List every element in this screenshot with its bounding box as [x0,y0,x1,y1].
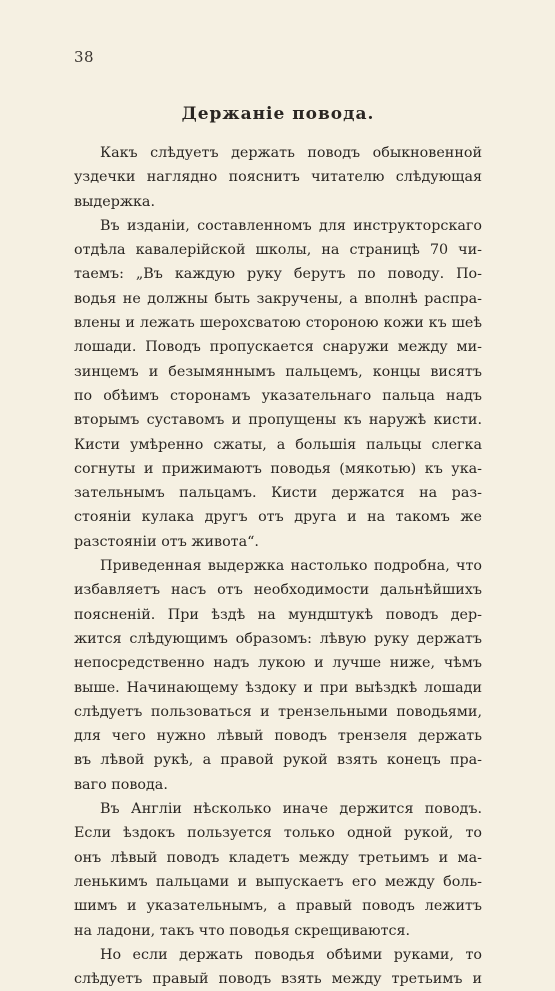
text-line: таемъ: „Въ каждую руку берутъ по поводу. По- [74,266,482,283]
text-line: влены и лежать шерохсватою стороною кожи къ шеѣ [74,315,482,332]
text-line: слѣдуетъ правый поводъ взять между третьимъ и [74,971,482,988]
text-line: по обѣимъ сторонамъ указательнаго пальца надъ [74,387,482,404]
text-line: жится слѣдующимъ образомъ: лѣвую руку держатъ [74,630,482,647]
text-line: зательнымъ пальцамъ. Кисти держатся на раз- [74,485,482,502]
text-line: для чего нужно лѣвый поводъ трензеля держать [74,728,482,745]
text-line: Въ Англіи нѣсколько иначе держится поводъ. [100,801,482,818]
text-line: уздечки наглядно пояснитъ читателю слѣдующая [74,169,482,186]
text-line: Если ѣздокъ пользуется только одной рукой, то [74,825,482,842]
text-line: зинцемъ и безымяннымъ пальцемъ, концы висятъ [74,363,482,380]
text-line: на ладони, такъ что поводья скрещиваются. [74,922,411,939]
text-line: Какъ слѣдуетъ держать поводъ обыкновенной [100,145,482,161]
text-line: слѣдуетъ пользоваться и трензельными поводьями, [74,703,482,720]
text-line: избавляетъ насъ отъ необходимости дальнѣйшихъ [74,582,482,599]
text-line: непосредственно надъ лукою и лучше ниже, чѣмъ [74,655,482,672]
section-heading: Держаніе повода. [181,104,375,124]
text-line: выдержка. [74,193,155,210]
body-text [74,141,482,991]
text-line: онъ лѣвый поводъ кладетъ между третьимъ и ма- [74,849,482,866]
text-line: ваго повода. [74,776,168,793]
text-line: лошади. Поводъ пропускается снаружи между ми- [74,339,482,356]
text-line: отдѣла кавалерійской школы, на страницѣ 70 чи- [74,242,482,259]
text-line: Но если держать поводья обѣими руками, то [100,946,482,963]
text-line: въ лѣвой рукѣ, а правой рукой взять конецъ пра- [74,752,482,769]
text-line: ленькимъ пальцами и выпускаетъ его между боль- [74,873,482,890]
text-line: поясненій. При ѣздѣ на мундштукѣ поводъ дер- [74,606,482,623]
page-number: 38 [74,48,95,66]
text-line: стояніи кулака другъ отъ друга и на такомъ же [74,509,482,526]
text-line: вторымъ суставомъ и пропущены къ наружѣ кисти. [74,412,482,429]
text-line: согнуты и прижимаютъ поводья (мякотью) къ ука- [74,460,482,477]
text-line: водья не должны быть закручены, а вполнѣ распра- [74,290,482,307]
text-line: Въ изданіи, составленномъ для инструкторскаго [100,217,482,234]
text-line: шимъ и указательнымъ, а правый поводъ лежитъ [74,898,482,915]
text-line: разстояніи отъ живота“. [74,533,259,550]
text-line: Кисти умѣренно сжаты, а большія пальцы слегка [74,436,482,453]
text-line: выше. Начинающему ѣздоку и при выѣздкѣ лошади [74,679,482,696]
text-line: Приведенная выдержка настолько подробна, что [100,558,482,575]
